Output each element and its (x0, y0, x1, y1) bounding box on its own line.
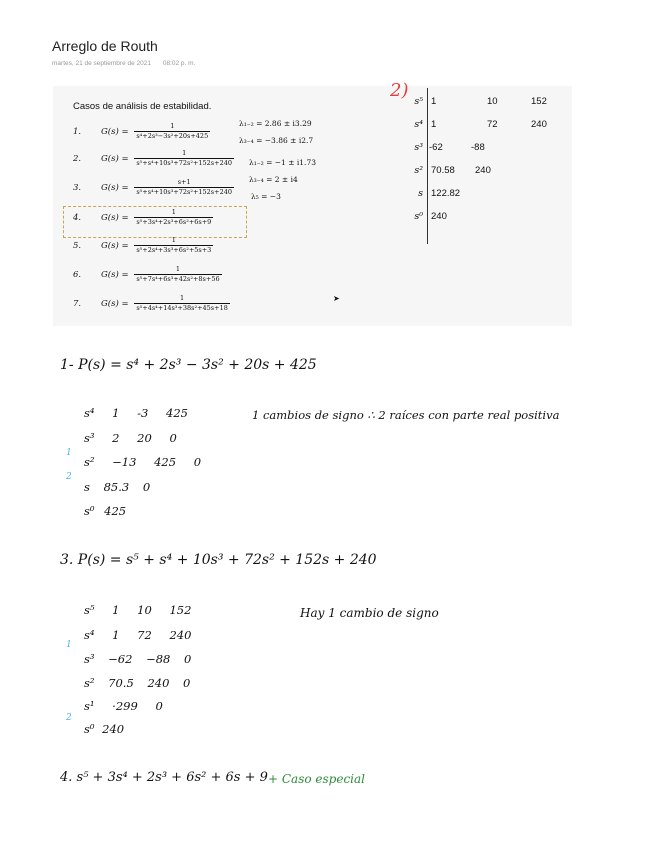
routh-1-row: s³ 2 20 0 (84, 431, 177, 445)
routh-1-row: s² −13 425 0 (84, 455, 202, 469)
transfer-fraction: $\frac{1}{\text{s⁵+3s⁴+2s³+6s²+6s+9}}$ (136, 208, 212, 226)
routh-divider (427, 88, 428, 244)
case-1: 1. G(s) = $\frac{1}{\text{s⁴+2s³−3s²+20s+425}}$ (73, 122, 209, 140)
handwritten-note-4: + Caso especial (268, 772, 365, 786)
routh-3-row: s¹ ·299 0 (84, 699, 163, 713)
sign-change-mark: 2 (66, 713, 72, 723)
page-date: martes, 21 de septiembre de 2021 (52, 60, 152, 67)
sign-change-mark: 2 (66, 472, 72, 482)
root-value: λ₃₋₄ = −3.86 ± i2.7 (239, 136, 314, 145)
case-7: 7. G(s) = $\frac{1}{\text{s⁵+4s⁴+14s³+38s²+45s+18}}$ (73, 294, 228, 312)
transfer-fraction: $\frac{1}{\text{s⁴+2s³−3s²+20s+425}}$ (136, 122, 209, 140)
transfer-fraction: $\frac{s+1}{\text{s⁵+s⁴+10s³+72s²+152s+240}}$ (136, 178, 233, 196)
page-timestamp (52, 60, 195, 67)
page-time: 08:02 p. m. (162, 60, 196, 67)
routh-3-row: s⁵ 1 10 152 (84, 603, 192, 617)
root-value: λ₅ = −3 (251, 192, 281, 201)
transfer-fraction: $\frac{1}{\text{s⁵+4s⁴+14s³+38s²+45s+18}}$ (136, 294, 228, 312)
sign-change-mark: 1 (66, 640, 72, 650)
page-title: Arreglo de Routh (52, 38, 158, 54)
root-value: λ₁₋₂ = −1 ± i1.73 (249, 158, 316, 167)
root-value: λ₃₋₄ = 2 ± i4 (249, 175, 298, 184)
transfer-fraction: $\frac{1}{\text{s⁵+7s⁴+6s³+42s²+8s+56}}$ (136, 265, 220, 283)
routh-3-row: s³ −62 −88 0 (84, 652, 192, 666)
routh-1-row: s⁴ 1 -3 425 (84, 406, 188, 420)
handwritten-equation-1: 1- P(s) = s⁴ + 2s³ − 3s² + 20s + 425 (60, 357, 317, 373)
mouse-cursor-icon: ➤ (333, 294, 340, 303)
case-2: 2. G(s) = $\frac{1}{\text{s⁵+s⁴+10s³+72s²+152s+240}}$ (73, 149, 233, 167)
case-5: 5. G(s) = $\frac{1}{\text{s⁵+2s⁴+3s³+6s²+5s+3}}$ (73, 236, 212, 254)
panel-heading: Casos de análisis de estabilidad. (73, 101, 212, 112)
routh-3-row: s⁴ 1 72 240 (84, 628, 192, 642)
transfer-fraction: $\frac{1}{\text{s⁵+2s⁴+3s³+6s²+5s+3}}$ (136, 236, 212, 254)
transfer-fraction: $\frac{1}{\text{s⁵+s⁴+10s³+72s²+152s+240}}$ (136, 149, 233, 167)
sign-change-mark: 1 (66, 448, 72, 458)
handwritten-equation-4: 4. s⁵ + 3s⁴ + 2s³ + 6s² + 6s + 9 (60, 770, 268, 785)
case-4: 4. G(s) = $\frac{1}{\text{s⁵+3s⁴+2s³+6s²+6s+9}}$ (73, 208, 212, 226)
handwritten-equation-3: 3. P(s) = s⁵ + s⁴ + 10s³ + 72s² + 152s + 240 (60, 552, 377, 568)
routh-1-row: s 85.3 0 (84, 480, 151, 494)
routh-3-row: s⁰ 240 (84, 722, 125, 736)
routh-3-row: s² 70.5 240 0 (84, 676, 191, 690)
routh-1-row: s⁰ 425 (84, 504, 127, 518)
case-6: 6. G(s) = $\frac{1}{\text{s⁵+7s⁴+6s³+42s²+8s+56}}$ (73, 265, 220, 283)
handwritten-note-1: 1 cambios de signo ∴ 2 raíces con parte real positiva (252, 408, 560, 422)
root-value: λ₁₋₂ = 2.86 ± i3.29 (239, 119, 312, 128)
case-3: 3. G(s) = $\frac{s+1}{\text{s⁵+s⁴+10s³+72s²+152s+240}}$ (73, 178, 233, 196)
handwritten-note-3: Hay 1 cambio de signo (300, 606, 439, 620)
routh-label: 2) (390, 80, 409, 101)
embedded-image-panel: Casos de análisis de estabilidad. 1. G(s) = $\frac{1}{\text{s⁴+2s³−3s²+20s+425}}$ 2. G(s) = $\frac{1}{\text{s⁵+s⁴+10s³+72s²+152s+240}}$ 3. G(s) = $\frac{s+1}{\text{s⁵+s⁴+10s³+72s²+152s+240}}$ 4. G(s) = $\frac{1}{\text{s⁵+3s⁴+2s³+6s²+6s+9}}$ 5. G(s) = $\frac{1}{\text{s⁵+2s⁴+3s³+6s²+5s+3}}$ 6. G(s) = $\frac{1}{\text{s⁵+7s⁴+6s³+42s²+8s+56}}$ 7. G(s) = $\frac{1}{\text{s⁵+4s⁴+14s³+38s²+45s+18}}$ λ₁₋₂ = 2.86 ± i3.29 λ₃₋₄ = −3.86 ± i2.7 λ₁₋₂ = −1 ± i1.73 λ₃₋₄ = 2 ± i4 λ₅ = −3 ➤ 2) s⁵ 1 10 152 s⁴ 1 72 240 s³ -62 -88 s² 70.58 240 s 122.82 s⁰ 240 (53, 86, 572, 326)
